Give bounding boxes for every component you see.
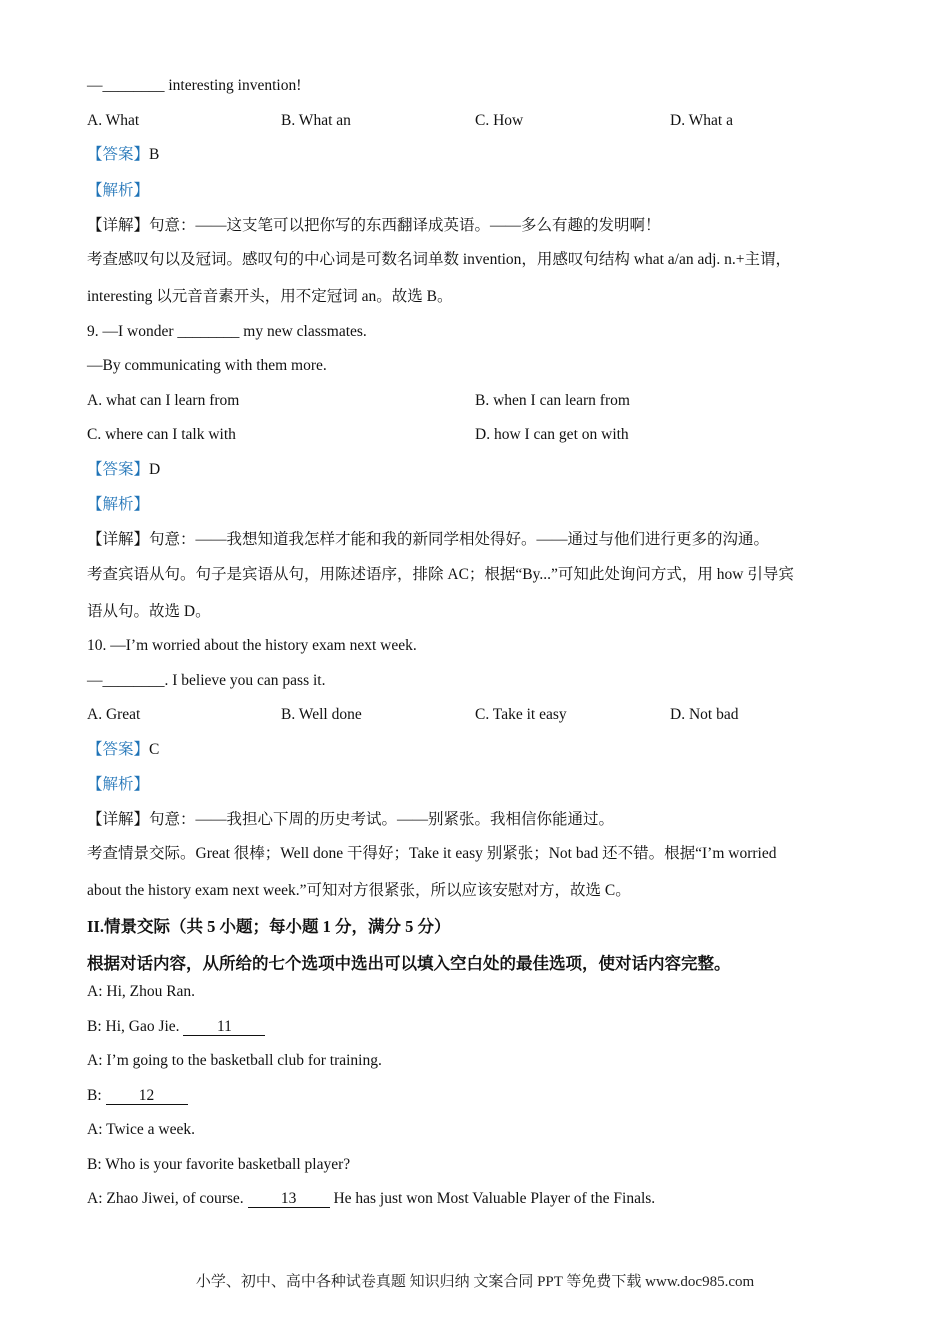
detail-tag: 【详解】	[87, 531, 150, 548]
q9-reply: —By communicating with them more.	[87, 357, 327, 374]
q8-reply: —________ interesting invention!	[87, 77, 302, 94]
detail-text: 句意：——这支笔可以把你写的东西翻译成英语。——多么有趣的发明啊！	[149, 217, 661, 234]
dialogue-text: B:	[87, 1087, 102, 1104]
q8-explain-1: 考查感叹句以及冠词。感叹句的中心词是可数名词单数 invention，用感叹句结构 what a/an adj. n.+主谓，	[87, 251, 792, 268]
detail-text: 句意：——我想知道我怎样才能和我的新同学相处得好。——通过与他们进行更多的沟通。	[149, 531, 770, 548]
q10-answer	[87, 740, 159, 760]
answer-value: D	[149, 461, 161, 478]
q9-option-a: A. what can I learn from	[87, 392, 240, 409]
answer-tag: 【答案】	[87, 741, 150, 758]
dialogue-line-5: A: Twice a week.	[87, 1121, 195, 1138]
q8-analysis-tag: 【解析】	[87, 182, 150, 199]
answer-value: C	[149, 741, 160, 758]
q8-detail	[87, 216, 661, 236]
q8-option-b: B. What an	[281, 112, 351, 129]
blank-12: 12	[106, 1088, 188, 1105]
q10-question: 10. —I’m worried about the history exam next week.	[87, 637, 417, 654]
dialogue-text: A: Zhao Jiwei, of course.	[87, 1190, 244, 1207]
dialogue-line-1: A: Hi, Zhou Ran.	[87, 983, 196, 1000]
answer-tag: 【答案】	[87, 461, 150, 478]
q8-option-d: D. What a	[670, 112, 733, 129]
section-instruction: 根据对话内容，从所给的七个选项中选出可以填入空白处的最佳选项，使对话内容完整。	[87, 954, 731, 973]
q10-option-a: A. Great	[87, 706, 141, 723]
q9-option-d: D. how I can get on with	[475, 426, 629, 443]
page-footer: 小学、初中、高中各种试卷真题 知识归纳 文案合同 PPT 等免费下载 www.doc985.com	[195, 1274, 755, 1290]
section-title: II.情景交际（共 5 小题；每小题 1 分，满分 5 分）	[87, 917, 451, 936]
q10-explain-2: about the history exam next week.”可知对方很紧张，所以应该安慰对方，故选 C。	[87, 882, 631, 899]
detail-tag: 【详解】	[87, 811, 150, 828]
blank-13: 13	[248, 1191, 330, 1208]
dialogue-line-2	[87, 1017, 265, 1037]
q10-reply: —________. I believe you can pass it.	[87, 672, 326, 689]
q10-detail	[87, 810, 614, 830]
q9-detail	[87, 530, 769, 550]
detail-text: 句意：——我担心下周的历史考试。——别紧张。我相信你能通过。	[149, 811, 615, 828]
dialogue-line-6: B: Who is your favorite basketball player?	[87, 1156, 351, 1173]
dialogue-line-7	[87, 1189, 655, 1209]
q9-analysis-tag: 【解析】	[87, 496, 150, 513]
detail-tag: 【详解】	[87, 217, 150, 234]
dialogue-line-3: A: I’m going to the basketball club for training.	[87, 1052, 382, 1069]
q8-answer	[87, 145, 159, 165]
q8-option-c: C. How	[475, 112, 524, 129]
dialogue-text: He has just won Most Valuable Player of the Finals.	[333, 1190, 656, 1207]
q10-option-d: D. Not bad	[670, 706, 739, 723]
q10-explain-1: 考查情景交际。Great 很棒；Well done 干得好；Take it easy 别紧张；Not bad 还不错。根据“I’m worried	[87, 845, 777, 862]
q10-analysis-tag: 【解析】	[87, 776, 150, 793]
q8-option-a: A. What	[87, 112, 140, 129]
dialogue-line-4	[87, 1086, 188, 1106]
q9-question: 9. —I wonder ________ my new classmates.	[87, 323, 367, 340]
q10-option-b: B. Well done	[281, 706, 362, 723]
q9-answer	[87, 460, 160, 480]
dialogue-text: B: Hi, Gao Jie.	[87, 1018, 180, 1035]
q9-explain-1: 考查宾语从句。句子是宾语从句，用陈述语序，排除 AC；根据“By...”可知此处询问方式，用 how 引导宾	[87, 566, 794, 583]
q9-explain-2: 语从句。故选 D。	[87, 603, 211, 620]
answer-value: B	[149, 146, 160, 163]
q8-explain-2: interesting 以元音音素开头，用不定冠词 an。故选 B。	[87, 288, 453, 305]
q9-option-c: C. where can I talk with	[87, 426, 236, 443]
q10-option-c: C. Take it easy	[475, 706, 567, 723]
q9-option-b: B. when I can learn from	[475, 392, 630, 409]
blank-11: 11	[183, 1019, 265, 1036]
answer-tag: 【答案】	[87, 146, 150, 163]
